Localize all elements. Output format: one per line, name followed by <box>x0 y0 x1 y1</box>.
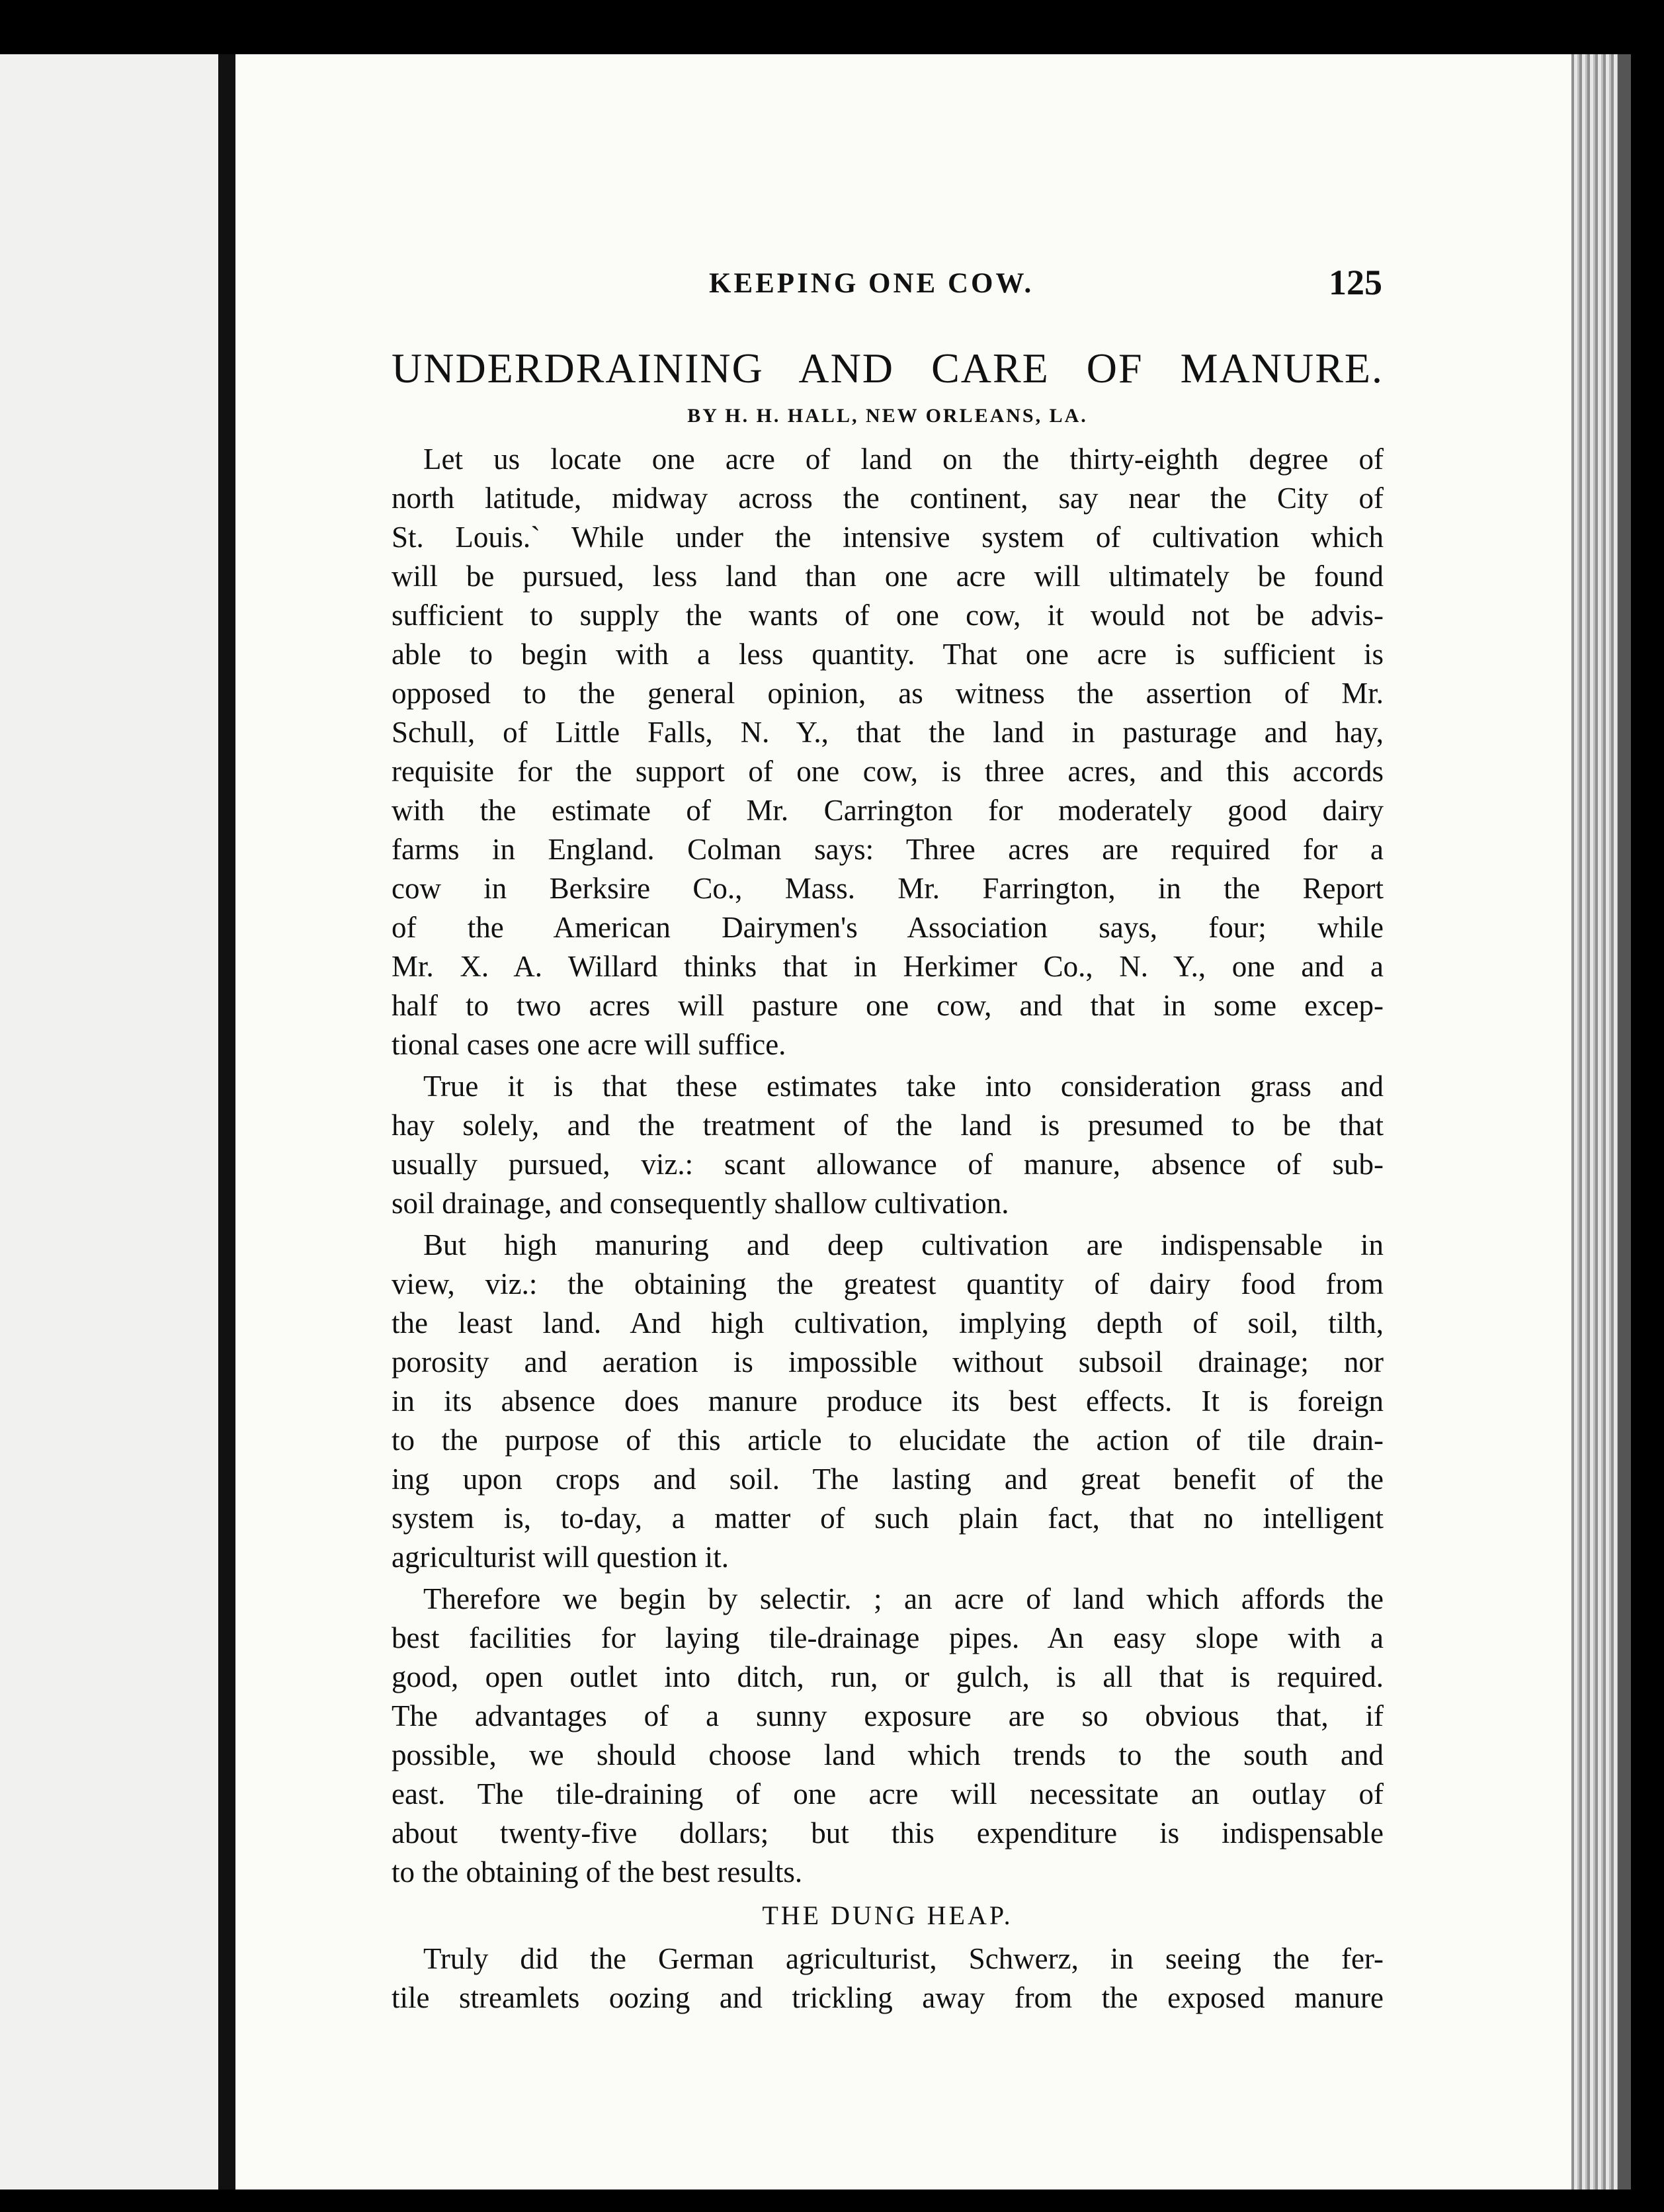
text-line: to the purpose of this article to elucidate the action of tile drain- <box>392 1424 1384 1457</box>
book-gutter <box>218 54 235 2190</box>
running-head <box>392 263 1384 314</box>
section-heading: THE DUNG HEAP. <box>762 1900 1013 1930</box>
text-line: agriculturist will question it. <box>392 1541 729 1574</box>
text-line: Mr. X. A. Willard thinks that in Herkimer Co., N. Y., one and a <box>392 950 1384 983</box>
text-line: east. The tile-draining of one acre will necessitate an outlay of <box>392 1777 1384 1810</box>
text-line: True it is that these estimates take into consideration grass and <box>423 1070 1384 1103</box>
text-line: requisite for the support of one cow, is three acres, and this accords <box>392 755 1384 788</box>
text-line: St. Louis.` While under the intensive system of cultivation which <box>392 521 1384 554</box>
text-line: Therefore we begin by selectir. ; an acre of land which affords the <box>423 1582 1384 1615</box>
text-line: soil drainage, and consequently shallow cultivation. <box>392 1187 1009 1220</box>
text-line: of the American Dairymen's Association says, four; while <box>392 911 1384 944</box>
text-line: Schull, of Little Falls, N. Y., that the land in pasturage and hay, <box>392 716 1384 749</box>
text-line: view, viz.: the obtaining the greatest quantity of dairy food from <box>392 1267 1384 1300</box>
text-line: with the estimate of Mr. Carrington for moderately good dairy <box>392 794 1384 827</box>
text-line: able to begin with a less quantity. That one acre is sufficient is <box>392 638 1384 671</box>
text-line: opposed to the general opinion, as witness the assertion of Mr. <box>392 677 1384 710</box>
text-line: sufficient to supply the wants of one cow, it would not be advis- <box>392 599 1384 632</box>
text-line: ing upon crops and soil. The lasting and great benefit of the <box>392 1463 1384 1496</box>
text-line: possible, we should choose land which trends to the south and <box>392 1738 1384 1771</box>
text-line: Truly did the German agriculturist, Schwerz, in seeing the fer- <box>423 1942 1384 1975</box>
text-line: good, open outlet into ditch, run, or gulch, is all that is required. <box>392 1660 1384 1693</box>
text-line: usually pursued, viz.: scant allowance of manure, absence of sub- <box>392 1148 1384 1181</box>
text-line: tile streamlets oozing and trickling away from the exposed manure <box>392 1981 1384 2014</box>
text-line: hay solely, and the treatment of the land is presumed to be that <box>392 1109 1384 1142</box>
text-line: system is, to-day, a matter of such plain fact, that no intelligent <box>392 1502 1384 1535</box>
article-title: UNDERDRAINING AND CARE OF MANURE. <box>392 345 1384 392</box>
byline: BY H. H. HALL, NEW ORLEANS, LA. <box>687 405 1088 427</box>
text-line: But high manuring and deep cultivation are indispensable in <box>423 1228 1384 1261</box>
text-line: north latitude, midway across the continent, say near the City of <box>392 482 1384 515</box>
text-line: will be pursued, less land than one acre will ultimately be found <box>392 560 1384 593</box>
text-line: farms in England. Colman says: Three acres are required for a <box>392 833 1384 866</box>
text-line: the least land. And high cultivation, implying depth of soil, tilth, <box>392 1306 1384 1340</box>
text-line: to the obtaining of the best results. <box>392 1855 803 1889</box>
text-line: half to two acres will pasture one cow, and that in some excep- <box>392 989 1384 1022</box>
article-body <box>392 440 1384 2018</box>
page-edges <box>1571 54 1618 2190</box>
text-line: cow in Berksire Co., Mass. Mr. Farrington, in the Report <box>392 872 1384 905</box>
text-line: The advantages of a sunny exposure are so obvious that, if <box>392 1699 1384 1732</box>
page-number: 125 <box>1329 263 1382 302</box>
facing-page <box>0 54 218 2190</box>
text-line: in its absence does manure produce its best effects. It is foreign <box>392 1384 1384 1418</box>
text-line: about twenty-five dollars; but this expenditure is indispensable <box>392 1816 1384 1850</box>
text-line: Let us locate one acre of land on the thirty-eighth degree of <box>423 443 1384 476</box>
text-line: porosity and aeration is impossible without subsoil drainage; nor <box>392 1345 1384 1379</box>
edge-shadow <box>1618 54 1631 2190</box>
text-line: tional cases one acre will suffice. <box>392 1028 786 1061</box>
text-line: best facilities for laying tile-drainage pipes. An easy slope with a <box>392 1621 1384 1654</box>
running-title: KEEPING ONE COW. <box>709 268 1034 299</box>
